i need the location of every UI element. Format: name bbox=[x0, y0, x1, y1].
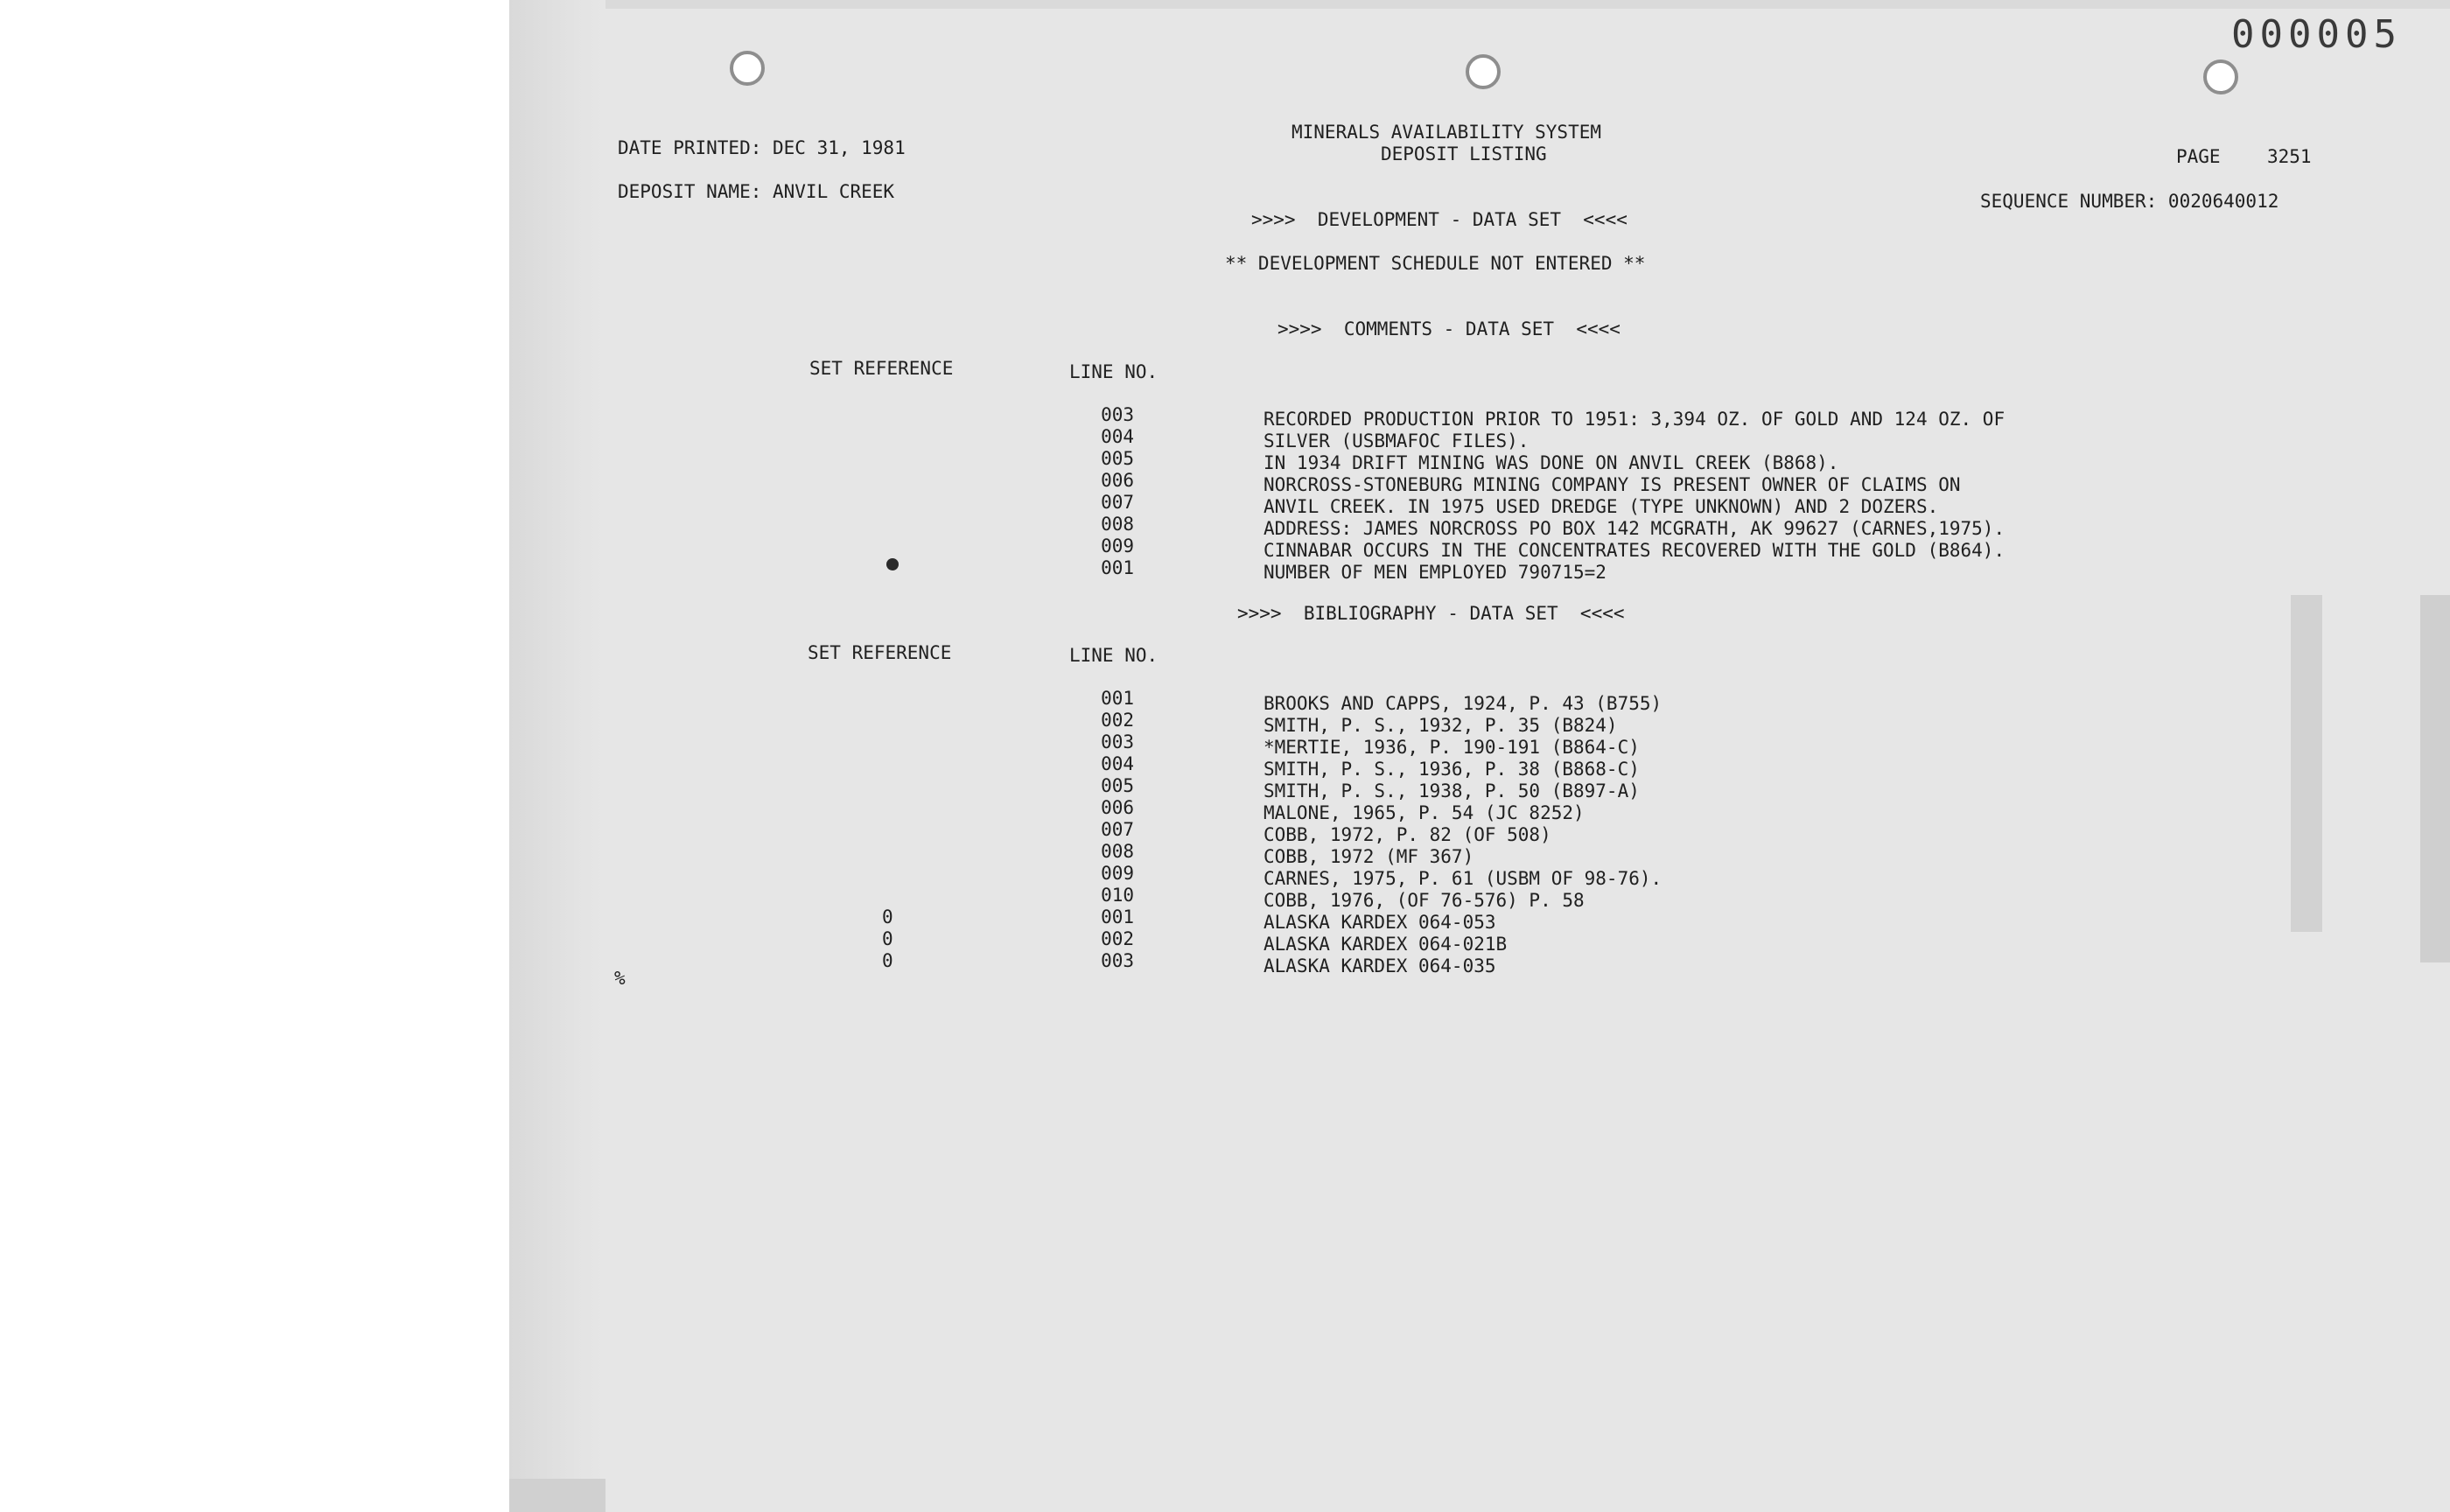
bibliography-text: COBB, 1972 (MF 367) bbox=[1264, 846, 1474, 867]
comment-line-no: 003 bbox=[1101, 404, 1134, 425]
punch-hole-right bbox=[2203, 60, 2238, 94]
punch-hole-left bbox=[730, 51, 765, 86]
bibliography-line-no: 008 bbox=[1101, 841, 1134, 862]
comment-line-no: 001 bbox=[1101, 557, 1134, 578]
page-number: 3251 bbox=[2267, 146, 2312, 167]
bibliography-line-no: 004 bbox=[1101, 753, 1134, 774]
listing-title: DEPOSIT LISTING bbox=[1381, 144, 1547, 164]
page-corner-shadow bbox=[509, 1479, 606, 1512]
bibliography-set-ref: 0 bbox=[882, 950, 893, 971]
system-title: MINERALS AVAILABILITY SYSTEM bbox=[1292, 122, 1602, 143]
comment-text: IN 1934 DRIFT MINING WAS DONE ON ANVIL CREEK (B868). bbox=[1264, 452, 1839, 473]
bibliography-line-no: 002 bbox=[1101, 928, 1134, 949]
bibliography-line-no: 003 bbox=[1101, 732, 1134, 752]
end-of-listing-mark: % bbox=[614, 968, 626, 989]
comment-text: ADDRESS: JAMES NORCROSS PO BOX 142 MCGRATH, AK 99627 (CARNES,1975). bbox=[1264, 518, 2006, 539]
bibliography-text: ALASKA KARDEX 064-021B bbox=[1264, 934, 1508, 955]
bibliography-line-no-header: LINE NO. bbox=[1069, 645, 1158, 666]
bibliography-line-no: 005 bbox=[1101, 775, 1134, 796]
bibliography-text: MALONE, 1965, P. 54 (JC 8252) bbox=[1264, 802, 1585, 823]
page-label: PAGE bbox=[2176, 146, 2221, 167]
comment-line-no: 007 bbox=[1101, 492, 1134, 513]
comment-text: RECORDED PRODUCTION PRIOR TO 1951: 3,394 OZ. OF GOLD AND 124 OZ. OF bbox=[1264, 409, 2006, 430]
bibliography-line-no: 010 bbox=[1101, 885, 1134, 906]
scan-artifact-strip bbox=[2291, 595, 2322, 932]
comment-text: ANVIL CREEK. IN 1975 USED DREDGE (TYPE UNKNOWN) AND 2 DOZERS. bbox=[1264, 496, 1939, 517]
page-top-edge bbox=[606, 0, 2450, 9]
bibliography-text: *MERTIE, 1936, P. 190-191 (B864-C) bbox=[1264, 737, 1640, 758]
comment-text: NUMBER OF MEN EMPLOYED 790715=2 bbox=[1264, 562, 1606, 583]
comments-set-reference-header: SET REFERENCE bbox=[809, 358, 954, 379]
comment-line-no: 008 bbox=[1101, 514, 1134, 535]
comment-text: NORCROSS-STONEBURG MINING COMPANY IS PRESENT OWNER OF CLAIMS ON bbox=[1264, 474, 1961, 495]
comment-line-no: 004 bbox=[1101, 426, 1134, 447]
development-heading: >>>> DEVELOPMENT - DATA SET <<<< bbox=[1251, 209, 1628, 230]
bibliography-line-no: 009 bbox=[1101, 863, 1134, 884]
bibliography-text: ALASKA KARDEX 064-053 bbox=[1264, 912, 1496, 933]
comment-line-no: 009 bbox=[1101, 536, 1134, 556]
comment-line-no: 006 bbox=[1101, 470, 1134, 491]
bibliography-text: SMITH, P. S., 1938, P. 50 (B897-A) bbox=[1264, 780, 1640, 802]
bibliography-text: SMITH, P. S., 1936, P. 38 (B868-C) bbox=[1264, 759, 1640, 780]
comment-text: CINNABAR OCCURS IN THE CONCENTRATES RECOVERED WITH THE GOLD (B864). bbox=[1264, 540, 2006, 561]
page-stamp-number: 000005 bbox=[2231, 12, 2402, 57]
bibliography-text: ALASKA KARDEX 064-035 bbox=[1264, 956, 1496, 976]
comments-line-no-header: LINE NO. bbox=[1069, 361, 1158, 382]
scan-artifact-strip-edge bbox=[2420, 595, 2450, 962]
bibliography-text: CARNES, 1975, P. 61 (USBM OF 98-76). bbox=[1264, 868, 1662, 889]
bibliography-line-no: 001 bbox=[1101, 906, 1134, 928]
bibliography-text: BROOKS AND CAPPS, 1924, P. 43 (B755) bbox=[1264, 693, 1662, 714]
comment-line-no: 005 bbox=[1101, 448, 1134, 469]
bibliography-set-reference-header: SET REFERENCE bbox=[808, 642, 952, 663]
deposit-name: DEPOSIT NAME: ANVIL CREEK bbox=[618, 181, 895, 202]
bibliography-heading: >>>> BIBLIOGRAPHY - DATA SET <<<< bbox=[1237, 603, 1625, 624]
comments-heading: >>>> COMMENTS - DATA SET <<<< bbox=[1278, 318, 1620, 340]
bibliography-text: SMITH, P. S., 1932, P. 35 (B824) bbox=[1264, 715, 1618, 736]
bibliography-text: COBB, 1976, (OF 76-576) P. 58 bbox=[1264, 890, 1585, 911]
page-binding-edge bbox=[509, 0, 606, 1512]
bibliography-line-no: 006 bbox=[1101, 797, 1134, 818]
bibliography-set-ref: 0 bbox=[882, 906, 893, 928]
bibliography-line-no: 007 bbox=[1101, 819, 1134, 840]
sequence-number: SEQUENCE NUMBER: 0020640012 bbox=[1980, 191, 2279, 212]
ink-dot-mark bbox=[886, 558, 899, 570]
bibliography-line-no: 003 bbox=[1101, 950, 1134, 971]
date-printed: DATE PRINTED: DEC 31, 1981 bbox=[618, 137, 906, 158]
bibliography-line-no: 002 bbox=[1101, 710, 1134, 731]
punch-hole-center bbox=[1466, 54, 1501, 89]
development-note: ** DEVELOPMENT SCHEDULE NOT ENTERED ** bbox=[1225, 253, 1646, 274]
bibliography-set-ref: 0 bbox=[882, 928, 893, 949]
bibliography-text: COBB, 1972, P. 82 (OF 508) bbox=[1264, 824, 1551, 845]
bibliography-line-no: 001 bbox=[1101, 688, 1134, 709]
comment-text: SILVER (USBMAFOC FILES). bbox=[1264, 430, 1530, 452]
